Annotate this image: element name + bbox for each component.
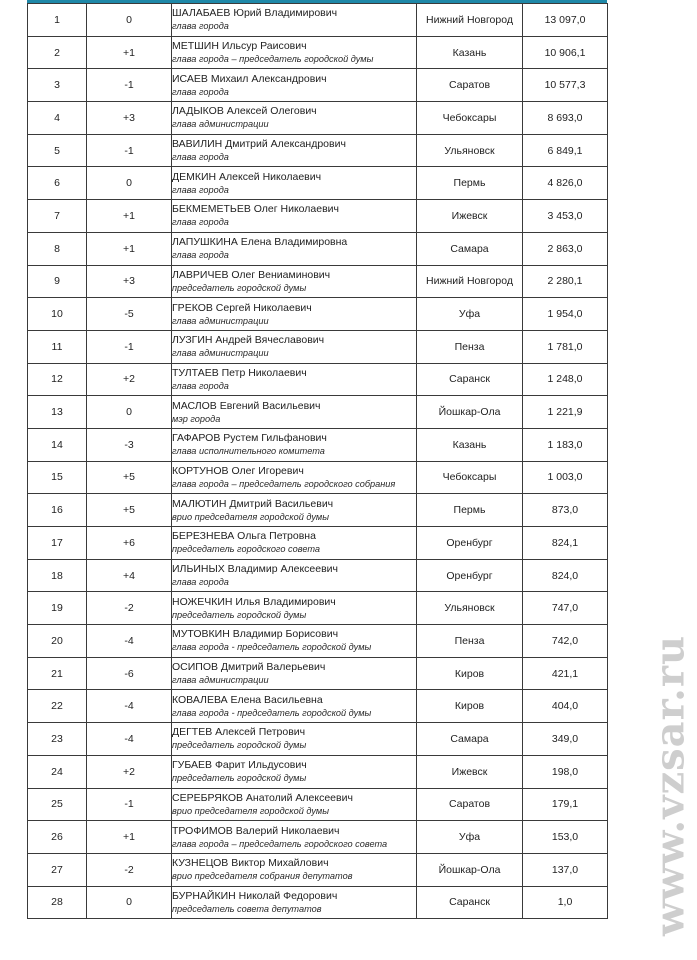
rank-change-cell: -1 <box>87 134 172 167</box>
person-cell <box>172 755 417 788</box>
value-cell: 179,1 <box>523 788 608 821</box>
table-row <box>28 625 608 658</box>
table-row <box>28 723 608 756</box>
value-cell: 824,1 <box>523 527 608 560</box>
person-cell <box>172 69 417 102</box>
person-position: глава администрации <box>172 675 269 686</box>
rank-change-cell: +5 <box>87 494 172 527</box>
rank-cell: 4 <box>28 102 87 135</box>
value-cell: 1 003,0 <box>523 461 608 494</box>
rank-change-cell: -1 <box>87 69 172 102</box>
person-name: КОРТУНОВ Олег Игоревич <box>172 464 304 477</box>
person-name: ДЕМКИН Алексей Николаевич <box>172 170 322 183</box>
person-name: ЛАДЫКОВ Алексей Олегович <box>172 105 317 118</box>
city-cell: Ульяновск <box>417 592 523 625</box>
rank-cell: 26 <box>28 821 87 854</box>
person-position: глава города – председатель городской думы <box>172 54 374 65</box>
rank-cell: 20 <box>28 625 87 658</box>
person-position: глава исполнительного комитета <box>172 446 325 457</box>
table-row <box>28 592 608 625</box>
person-name: ГРЕКОВ Сергей Николаевич <box>172 301 312 314</box>
person-position: глава города <box>172 152 229 163</box>
table-row <box>28 527 608 560</box>
city-cell: Киров <box>417 657 523 690</box>
person-name: ТУЛТАЕВ Петр Николаевич <box>172 366 307 379</box>
city-cell: Уфа <box>417 821 523 854</box>
person-position: глава города <box>172 86 229 97</box>
city-cell: Ульяновск <box>417 134 523 167</box>
person-position: председатель городской думы <box>172 773 307 784</box>
person-name: МАЛЮТИН Дмитрий Васильевич <box>172 497 334 510</box>
person-name: ГУБАЕВ Фарит Ильдусович <box>172 759 307 772</box>
person-position: глава города <box>172 217 229 228</box>
table-row <box>28 330 608 363</box>
person-cell <box>172 690 417 723</box>
person-name: ВАВИЛИН Дмитрий Александрович <box>172 138 346 151</box>
table-row <box>28 461 608 494</box>
rank-cell: 9 <box>28 265 87 298</box>
rank-cell: 12 <box>28 363 87 396</box>
city-cell: Саратов <box>417 69 523 102</box>
rank-cell: 17 <box>28 527 87 560</box>
rank-cell: 24 <box>28 755 87 788</box>
city-cell: Казань <box>417 36 523 69</box>
city-cell: Уфа <box>417 298 523 331</box>
rank-change-cell: 0 <box>87 4 172 37</box>
rank-change-cell: +1 <box>87 232 172 265</box>
rank-change-cell: 0 <box>87 886 172 919</box>
person-cell <box>172 330 417 363</box>
table-row <box>28 363 608 396</box>
value-cell: 198,0 <box>523 755 608 788</box>
rank-cell: 11 <box>28 330 87 363</box>
person-cell <box>172 167 417 200</box>
person-name: ТРОФИМОВ Валерий Николаевич <box>172 824 340 837</box>
city-cell: Оренбург <box>417 559 523 592</box>
person-cell <box>172 102 417 135</box>
value-cell: 349,0 <box>523 723 608 756</box>
city-cell: Самара <box>417 723 523 756</box>
value-cell: 3 453,0 <box>523 200 608 233</box>
rank-cell: 18 <box>28 559 87 592</box>
table-row <box>28 886 608 919</box>
person-name: ОСИПОВ Дмитрий Валерьевич <box>172 661 326 674</box>
person-cell <box>172 4 417 37</box>
person-name: ГАФАРОВ Рустем Гильфанович <box>172 432 327 445</box>
value-cell: 1 954,0 <box>523 298 608 331</box>
person-name: ИСАЕВ Михаил Александрович <box>172 72 327 85</box>
value-cell: 137,0 <box>523 853 608 886</box>
ranking-table-body <box>28 4 608 919</box>
rank-change-cell: -6 <box>87 657 172 690</box>
person-cell <box>172 821 417 854</box>
city-cell: Пермь <box>417 167 523 200</box>
city-cell: Йошкар-Ола <box>417 853 523 886</box>
person-position: глава города <box>172 250 229 261</box>
city-cell: Ижевск <box>417 200 523 233</box>
city-cell: Саратов <box>417 788 523 821</box>
value-cell: 1 248,0 <box>523 363 608 396</box>
table-row <box>28 102 608 135</box>
person-cell <box>172 853 417 886</box>
person-position: председатель городской думы <box>172 282 307 293</box>
rank-cell: 19 <box>28 592 87 625</box>
rank-cell: 8 <box>28 232 87 265</box>
person-cell <box>172 428 417 461</box>
rank-change-cell: +1 <box>87 36 172 69</box>
value-cell: 2 280,1 <box>523 265 608 298</box>
table-row <box>28 167 608 200</box>
person-name: ЛУЗГИН Андрей Вячеславович <box>172 334 325 347</box>
city-cell: Казань <box>417 428 523 461</box>
person-name: ЛАВРИЧЕВ Олег Вениаминович <box>172 268 331 281</box>
person-position: глава администрации <box>172 348 269 359</box>
value-cell: 10 577,3 <box>523 69 608 102</box>
person-cell <box>172 788 417 821</box>
person-cell <box>172 134 417 167</box>
person-name: ИЛЬИНЫХ Владимир Алексеевич <box>172 563 339 576</box>
person-name: НОЖЕЧКИН Илья Владимирович <box>172 595 336 608</box>
table-row <box>28 821 608 854</box>
city-cell: Пермь <box>417 494 523 527</box>
rank-cell: 7 <box>28 200 87 233</box>
person-cell <box>172 36 417 69</box>
table-row <box>28 69 608 102</box>
person-name: КОВАЛЕВА Елена Васильевна <box>172 693 323 706</box>
rank-change-cell: -3 <box>87 428 172 461</box>
person-cell <box>172 396 417 429</box>
rank-cell: 14 <box>28 428 87 461</box>
person-cell <box>172 232 417 265</box>
value-cell: 824,0 <box>523 559 608 592</box>
value-cell: 742,0 <box>523 625 608 658</box>
city-cell: Пенза <box>417 625 523 658</box>
rank-cell: 22 <box>28 690 87 723</box>
person-name: БУРНАЙКИН Николай Федорович <box>172 889 338 902</box>
rank-cell: 5 <box>28 134 87 167</box>
rank-cell: 27 <box>28 853 87 886</box>
value-cell: 6 849,1 <box>523 134 608 167</box>
person-cell <box>172 265 417 298</box>
rank-cell: 25 <box>28 788 87 821</box>
city-cell: Нижний Новгород <box>417 4 523 37</box>
person-name: МУТОВКИН Владимир Борисович <box>172 628 339 641</box>
value-cell: 1 221,9 <box>523 396 608 429</box>
city-cell: Чебоксары <box>417 461 523 494</box>
person-position: глава города – председатель городского собрания <box>172 478 396 489</box>
person-position: глава города - председатель городской думы <box>172 642 372 653</box>
rank-change-cell: -5 <box>87 298 172 331</box>
value-cell: 1,0 <box>523 886 608 919</box>
person-cell <box>172 625 417 658</box>
person-cell <box>172 723 417 756</box>
table-row <box>28 396 608 429</box>
rank-cell: 1 <box>28 4 87 37</box>
rank-cell: 28 <box>28 886 87 919</box>
person-position: врио председателя городской думы <box>172 805 329 816</box>
rank-cell: 2 <box>28 36 87 69</box>
value-cell: 421,1 <box>523 657 608 690</box>
city-cell: Пенза <box>417 330 523 363</box>
person-cell <box>172 592 417 625</box>
person-cell <box>172 200 417 233</box>
person-position: председатель городской думы <box>172 609 307 620</box>
table-row <box>28 36 608 69</box>
city-cell: Оренбург <box>417 527 523 560</box>
rank-change-cell: 0 <box>87 167 172 200</box>
person-name: МАСЛОВ Евгений Васильевич <box>172 399 321 412</box>
person-name: МЕТШИН Ильсур Раисович <box>172 40 307 53</box>
person-position: глава города <box>172 380 229 391</box>
rank-cell: 16 <box>28 494 87 527</box>
value-cell: 1 183,0 <box>523 428 608 461</box>
person-cell <box>172 527 417 560</box>
city-cell: Самара <box>417 232 523 265</box>
table-row <box>28 690 608 723</box>
person-name: БЕКМЕМЕТЬЕВ Олег Николаевич <box>172 203 339 216</box>
person-cell <box>172 494 417 527</box>
rank-change-cell: -1 <box>87 788 172 821</box>
person-name: СЕРЕБРЯКОВ Анатолий Алексеевич <box>172 791 353 804</box>
rank-cell: 3 <box>28 69 87 102</box>
person-position: глава администрации <box>172 119 269 130</box>
table-row <box>28 788 608 821</box>
table-row <box>28 559 608 592</box>
city-cell: Киров <box>417 690 523 723</box>
table-row <box>28 200 608 233</box>
person-cell <box>172 298 417 331</box>
city-cell: Ижевск <box>417 755 523 788</box>
city-cell: Саранск <box>417 886 523 919</box>
person-position: мэр города <box>172 413 221 424</box>
rank-cell: 10 <box>28 298 87 331</box>
value-cell: 4 826,0 <box>523 167 608 200</box>
person-position: глава города – председатель городского совета <box>172 838 388 849</box>
person-cell <box>172 886 417 919</box>
person-position: глава администрации <box>172 315 269 326</box>
person-position: глава города <box>172 184 229 195</box>
rank-change-cell: -4 <box>87 625 172 658</box>
table-row <box>28 298 608 331</box>
table-row <box>28 755 608 788</box>
table-row <box>28 4 608 37</box>
value-cell: 10 906,1 <box>523 36 608 69</box>
person-name: БЕРЕЗНЕВА Ольга Петровна <box>172 530 316 543</box>
rank-cell: 13 <box>28 396 87 429</box>
watermark: www.vzsar.ru <box>646 634 694 936</box>
table-row <box>28 265 608 298</box>
table-row <box>28 428 608 461</box>
person-name: КУЗНЕЦОВ Виктор Михайлович <box>172 857 329 870</box>
table-row <box>28 134 608 167</box>
city-cell: Йошкар-Ола <box>417 396 523 429</box>
person-cell <box>172 657 417 690</box>
rank-change-cell: +3 <box>87 265 172 298</box>
person-position: врио председателя городской думы <box>172 511 329 522</box>
table-row <box>28 494 608 527</box>
person-position: председатель совета депутатов <box>172 903 322 914</box>
city-cell: Чебоксары <box>417 102 523 135</box>
table-row <box>28 657 608 690</box>
rank-change-cell: +2 <box>87 755 172 788</box>
person-name: ЛАПУШКИНА Елена Владимировна <box>172 236 348 249</box>
person-cell <box>172 461 417 494</box>
rank-change-cell: -2 <box>87 853 172 886</box>
rank-change-cell: -2 <box>87 592 172 625</box>
rank-change-cell: +6 <box>87 527 172 560</box>
rank-change-cell: -4 <box>87 690 172 723</box>
table-row <box>28 853 608 886</box>
ranking-table <box>27 3 608 919</box>
rank-cell: 6 <box>28 167 87 200</box>
value-cell: 153,0 <box>523 821 608 854</box>
rank-cell: 23 <box>28 723 87 756</box>
value-cell: 13 097,0 <box>523 4 608 37</box>
value-cell: 8 693,0 <box>523 102 608 135</box>
person-position: глава города <box>172 21 229 32</box>
person-position: глава города <box>172 577 229 588</box>
rank-cell: 15 <box>28 461 87 494</box>
city-cell: Нижний Новгород <box>417 265 523 298</box>
person-name: ШАЛАБАЕВ Юрий Владимирович <box>172 7 338 20</box>
table-row <box>28 232 608 265</box>
rank-change-cell: +4 <box>87 559 172 592</box>
rank-change-cell: -1 <box>87 330 172 363</box>
person-position: глава города - председатель городской думы <box>172 707 372 718</box>
person-name: ДЕГТЕВ Алексей Петрович <box>172 726 306 739</box>
value-cell: 873,0 <box>523 494 608 527</box>
person-position: врио председателя собрания депутатов <box>172 871 353 882</box>
rank-change-cell: -4 <box>87 723 172 756</box>
value-cell: 404,0 <box>523 690 608 723</box>
rank-change-cell: +2 <box>87 363 172 396</box>
rank-change-cell: +1 <box>87 821 172 854</box>
city-cell: Саранск <box>417 363 523 396</box>
rank-cell: 21 <box>28 657 87 690</box>
person-position: председатель городской думы <box>172 740 307 751</box>
person-position: председатель городского совета <box>172 544 320 555</box>
rank-change-cell: +3 <box>87 102 172 135</box>
person-cell <box>172 559 417 592</box>
rank-change-cell: 0 <box>87 396 172 429</box>
rank-change-cell: +5 <box>87 461 172 494</box>
value-cell: 1 781,0 <box>523 330 608 363</box>
person-cell <box>172 363 417 396</box>
value-cell: 2 863,0 <box>523 232 608 265</box>
rank-change-cell: +1 <box>87 200 172 233</box>
value-cell: 747,0 <box>523 592 608 625</box>
